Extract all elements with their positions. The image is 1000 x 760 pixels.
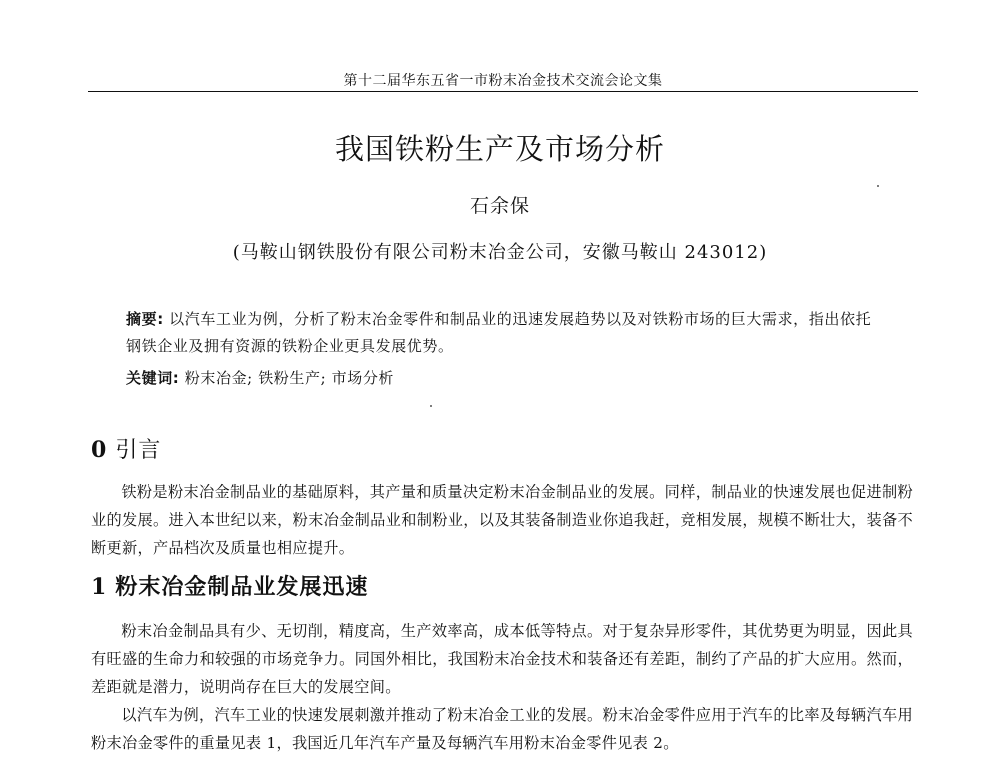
abstract-text: 以汽车工业为例，分析了粉末冶金零件和制品业的迅速发展趋势以及对铁粉市场的巨大需求，指出依托钢铁企业及拥有资源的铁粉企业更具发展优势。: [126, 310, 872, 355]
section-heading-introduction: [91, 435, 161, 466]
body-paragraph: 以汽车为例，汽车工业的快速发展刺激并推动了粉末冶金工业的发展。粉末冶金零件应用于汽车的比率及每辆汽车用粉末冶金零件的重量见表 1，我国近几年汽车产量及每辆汽车用粉末冶金零件见表 2。: [91, 706, 913, 752]
abstract: [126, 306, 886, 360]
body-paragraph: 粉末冶金制品具有少、无切削，精度高，生产效率高，成本低等特点。对于复杂异形零件，其优势更为明显，因此具有旺盛的生命力和较强的市场竞争力。同国外相比，我国粉末冶金技术和装备还有差距，制约了产品的扩大应用。然而，差距就是潜力，说明尚存在巨大的发展空间。: [91, 622, 913, 696]
section-body-pm-industry: [91, 617, 913, 757]
scan-speck: [877, 185, 879, 187]
article-affiliation: (马鞍山钢铁股份有限公司粉末冶金公司，安徽马鞍山 243012): [232, 242, 768, 263]
section-title: 引言: [115, 438, 162, 463]
article-title: 我国铁粉生产及市场分析: [334, 132, 665, 166]
section-title: 粉末冶金制品业发展迅速: [115, 575, 369, 600]
section-heading-pm-industry: [91, 572, 368, 603]
keywords: [126, 366, 886, 390]
abstract-label: 摘要:: [126, 310, 164, 328]
body-paragraph: 铁粉是粉末冶金制品业的基础原料，其产量和质量决定粉末冶金制品业的发展。同样，制品业的快速发展也促进制粉业的发展。进入本世纪以来，粉末冶金制品业和制粉业，以及其装备制造业你追我赶，竞相发展，规模不断壮大，装备不断更新，产品档次及质量也相应提升。: [91, 483, 913, 557]
section-number: 1: [91, 574, 108, 600]
running-header: 第十二届华东五省一市粉末冶金技术交流会论文集: [343, 73, 663, 89]
keywords-label: 关键词:: [126, 369, 180, 387]
header-rule: [88, 91, 918, 92]
keywords-text: 粉末冶金; 铁粉生产; 市场分析: [179, 369, 395, 387]
article-author: 石余保: [469, 195, 530, 217]
section-number: 0: [91, 437, 108, 463]
scan-speck: [430, 405, 432, 407]
section-body-introduction: [91, 478, 913, 562]
abstract-paragraph: [126, 306, 886, 360]
